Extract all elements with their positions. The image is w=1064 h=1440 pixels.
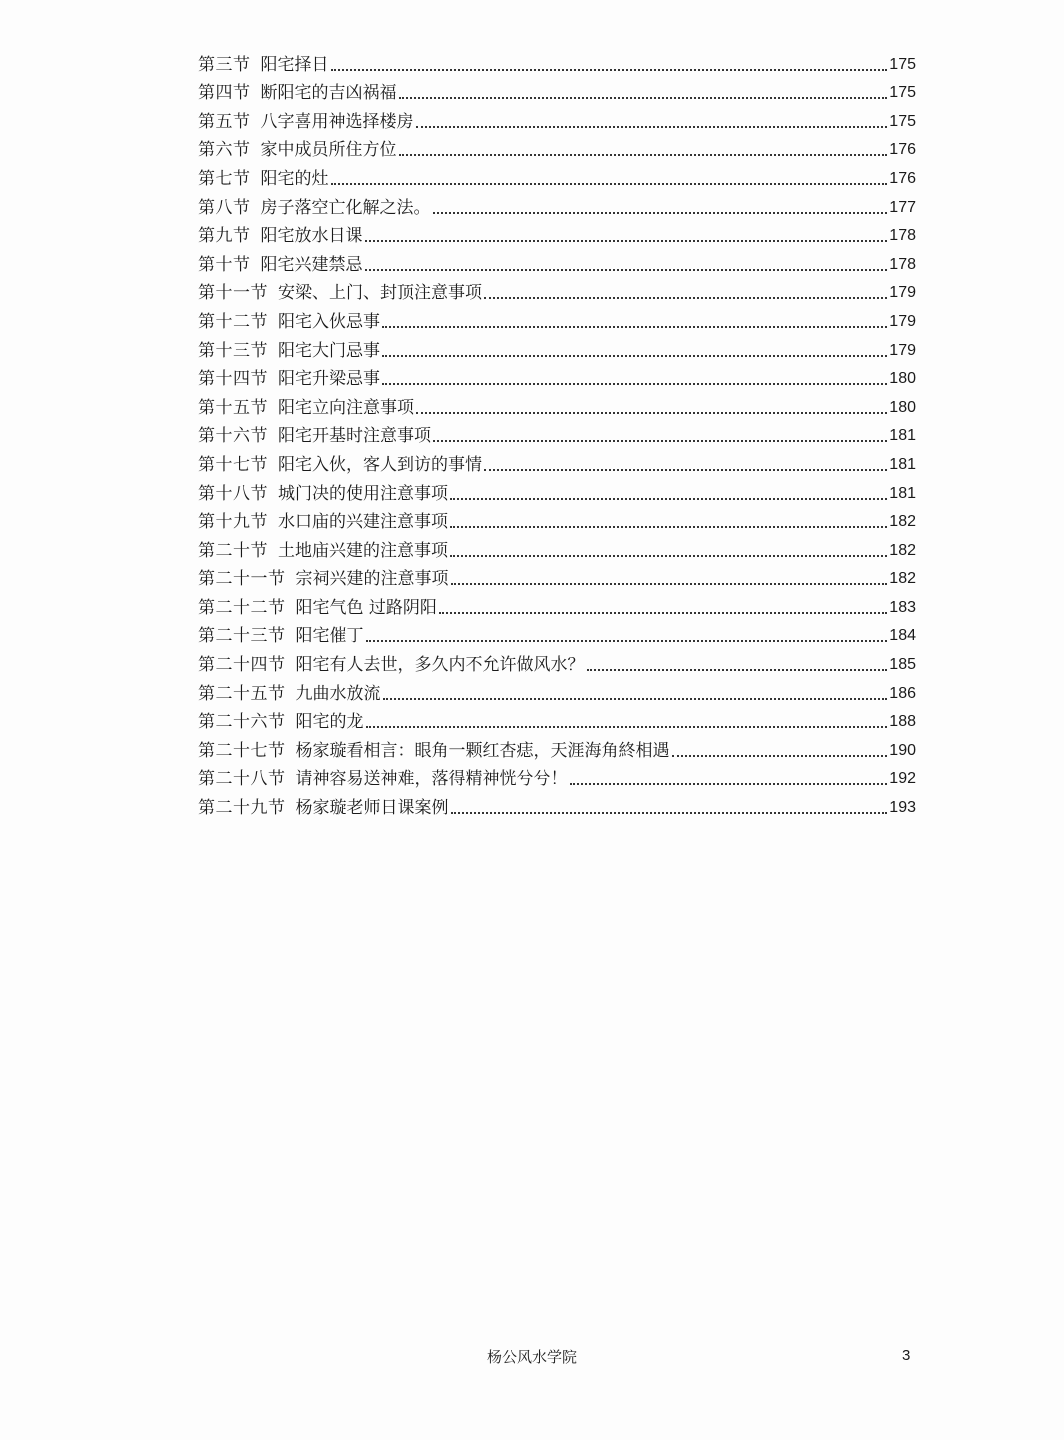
toc-entry [198, 275, 916, 304]
toc-entry-page: 178 [889, 255, 916, 273]
toc-entry-page: 175 [889, 84, 916, 102]
toc-entry-title: 阳宅催丁 [295, 626, 364, 647]
toc-entry-page: 181 [889, 455, 916, 473]
toc-entry [198, 789, 916, 818]
toc-dot-leader [439, 612, 887, 614]
toc-dot-leader [433, 440, 887, 442]
toc-entry-title: 八字喜用神选择楼房 [260, 111, 414, 132]
toc-entry [198, 189, 916, 218]
toc-entry-number: 第十节 [198, 254, 251, 275]
toc-entry [198, 218, 916, 247]
toc-entry-page: 176 [889, 141, 916, 159]
toc-entry-title: 宗祠兴建的注意事项 [295, 569, 449, 590]
toc-dot-leader [450, 526, 887, 528]
toc-entry [198, 132, 916, 161]
toc-dot-leader [450, 555, 887, 557]
toc-dot-leader [433, 212, 888, 214]
toc-entry-page: 181 [889, 427, 916, 445]
toc-entry [198, 303, 916, 332]
toc-entry-number: 第七节 [198, 168, 251, 189]
toc-entry-number: 第十八节 [198, 483, 268, 504]
toc-entry-title: 杨家璇老师日课案例 [295, 798, 449, 819]
toc-entry-page: 180 [889, 370, 916, 388]
toc-dot-leader [382, 355, 887, 357]
toc-dot-leader [450, 498, 887, 500]
toc-dot-leader [416, 412, 887, 414]
toc-entry-number: 第十四节 [198, 369, 268, 390]
toc-entry-number: 第五节 [198, 111, 251, 132]
toc-entry [198, 389, 916, 418]
toc-dot-leader [484, 297, 887, 299]
toc-dot-leader [587, 669, 888, 671]
toc-entry-number: 第三节 [198, 54, 251, 75]
toc-entry-number: 第二十七节 [198, 740, 286, 761]
toc-entry-title: 阳宅气色 过路阴阳 [295, 597, 437, 618]
toc-entry-number: 第九节 [198, 226, 251, 247]
toc-entry [198, 103, 916, 132]
toc-entry-title: 土地庙兴建的注意事项 [278, 540, 448, 561]
toc-entry-number: 第八节 [198, 197, 251, 218]
toc-entry-page: 176 [889, 169, 916, 187]
toc-entry-page: 177 [889, 198, 916, 216]
toc-entry-page: 181 [889, 484, 916, 502]
toc-entry-title: 阳宅有人去世，多久内不允许做风水？ [295, 655, 585, 676]
toc-entry [198, 675, 916, 704]
toc-dot-leader [331, 183, 888, 185]
toc-entry-title: 水口庙的兴建注意事项 [278, 512, 448, 533]
toc-entry-page: 180 [889, 398, 916, 416]
toc-entry-number: 第二十九节 [198, 798, 286, 819]
toc-entry-title: 阳宅开基时注意事项 [278, 426, 431, 447]
toc-entry-number: 第二十节 [198, 540, 268, 561]
toc-entry-page: 175 [889, 55, 916, 73]
toc-entry-title: 阳宅入伙，客人到访的事情 [278, 454, 482, 475]
toc-entry-number: 第十五节 [198, 397, 268, 418]
toc-entry-page: 182 [889, 513, 916, 531]
toc-entry-page: 193 [889, 799, 916, 817]
toc-entry [198, 589, 916, 618]
toc-entry [198, 561, 916, 590]
toc-entry [198, 361, 916, 390]
toc-entry-number: 第六节 [198, 140, 251, 161]
toc-entry-page: 179 [889, 341, 916, 359]
toc-entry-page: 186 [889, 684, 916, 702]
toc-dot-leader [366, 726, 888, 728]
toc-entry-title: 杨家璇看相言：眼角一颗红杏痣，天涯海角終相遇 [295, 740, 670, 761]
toc-dot-leader [399, 154, 888, 156]
toc-entry [198, 160, 916, 189]
toc-entry-page: 184 [889, 627, 916, 645]
toc-dot-leader [451, 812, 888, 814]
toc-entry-title: 阳宅的灶 [260, 168, 329, 189]
toc-entry-number: 第二十一节 [198, 569, 286, 590]
toc-entry [198, 532, 916, 561]
toc-entry-page: 182 [889, 541, 916, 559]
toc-entry-page: 188 [889, 713, 916, 731]
toc-dot-leader [399, 97, 888, 99]
toc-entry-number: 第四节 [198, 83, 251, 104]
toc-entry [198, 332, 916, 361]
toc-entry-number: 第二十五节 [198, 683, 286, 704]
footer-title: 杨公风水学院 [486, 1348, 577, 1366]
toc-entry-title: 城门决的使用注意事项 [278, 483, 448, 504]
toc-entry [198, 618, 916, 647]
toc-entry-number: 第二十三节 [198, 626, 286, 647]
toc-entry-title: 阳宅升梁忌事 [278, 369, 380, 390]
table-of-contents [198, 46, 916, 818]
toc-dot-leader [484, 469, 887, 471]
toc-entry [198, 75, 916, 104]
toc-entry [198, 732, 916, 761]
toc-entry-title: 阳宅立向注意事项 [278, 397, 414, 418]
toc-entry [198, 446, 916, 475]
toc-dot-leader [365, 240, 888, 242]
toc-entry-title: 阳宅大门忌事 [278, 340, 380, 361]
toc-entry [198, 646, 916, 675]
toc-entry-page: 192 [889, 770, 916, 788]
toc-entry-title: 安梁、上门、封顶注意事项 [278, 283, 482, 304]
toc-dot-leader [366, 640, 888, 642]
footer-page-number: 3 [902, 1347, 911, 1364]
toc-entry-number: 第二十八节 [198, 769, 286, 790]
toc-entry-title: 阳宅兴建禁忌 [260, 254, 363, 275]
toc-entry-page: 185 [889, 656, 916, 674]
toc-entry-title: 请神容易送神难，落得精神恍兮兮！ [295, 769, 568, 790]
toc-entry-number: 第二十六节 [198, 712, 286, 733]
toc-entry [198, 761, 916, 790]
toc-entry-page: 183 [889, 598, 916, 616]
toc-entry-number: 第二十二节 [198, 597, 286, 618]
toc-entry-number: 第十六节 [198, 426, 268, 447]
toc-dot-leader [365, 269, 888, 271]
toc-entry-number: 第十三节 [198, 340, 268, 361]
toc-entry-page: 182 [889, 570, 916, 588]
toc-dot-leader [672, 755, 888, 757]
toc-entry-title: 房子落空亡化解之法。 [260, 197, 431, 218]
toc-entry [198, 46, 916, 75]
toc-entry [198, 504, 916, 533]
toc-dot-leader [451, 583, 888, 585]
toc-entry-page: 179 [889, 284, 916, 302]
toc-entry-number: 第十一节 [198, 283, 268, 304]
toc-entry-title: 断阳宅的吉凶祸福 [260, 83, 397, 104]
toc-entry-title: 阳宅的龙 [295, 712, 364, 733]
toc-entry [198, 704, 916, 733]
toc-entry-title: 家中成员所住方位 [260, 140, 397, 161]
toc-entry-title: 九曲水放流 [295, 683, 381, 704]
toc-entry-page: 190 [889, 741, 916, 759]
toc-dot-leader [570, 783, 888, 785]
toc-entry [198, 475, 916, 504]
toc-entry-page: 175 [889, 112, 916, 130]
toc-entry-number: 第十二节 [198, 311, 268, 332]
toc-dot-leader [331, 69, 888, 71]
toc-entry [198, 418, 916, 447]
toc-entry-number: 第二十四节 [198, 655, 286, 676]
toc-dot-leader [383, 698, 888, 700]
toc-entry-page: 179 [889, 312, 916, 330]
toc-entry-title: 阳宅放水日课 [260, 226, 363, 247]
toc-entry-title: 阳宅择日 [260, 54, 329, 75]
toc-dot-leader [382, 383, 887, 385]
toc-entry-page: 178 [889, 227, 916, 245]
toc-entry [198, 246, 916, 275]
toc-dot-leader [382, 326, 887, 328]
toc-dot-leader [416, 126, 888, 128]
toc-entry-number: 第十九节 [198, 512, 268, 533]
toc-entry-number: 第十七节 [198, 454, 268, 475]
toc-entry-title: 阳宅入伙忌事 [278, 311, 380, 332]
